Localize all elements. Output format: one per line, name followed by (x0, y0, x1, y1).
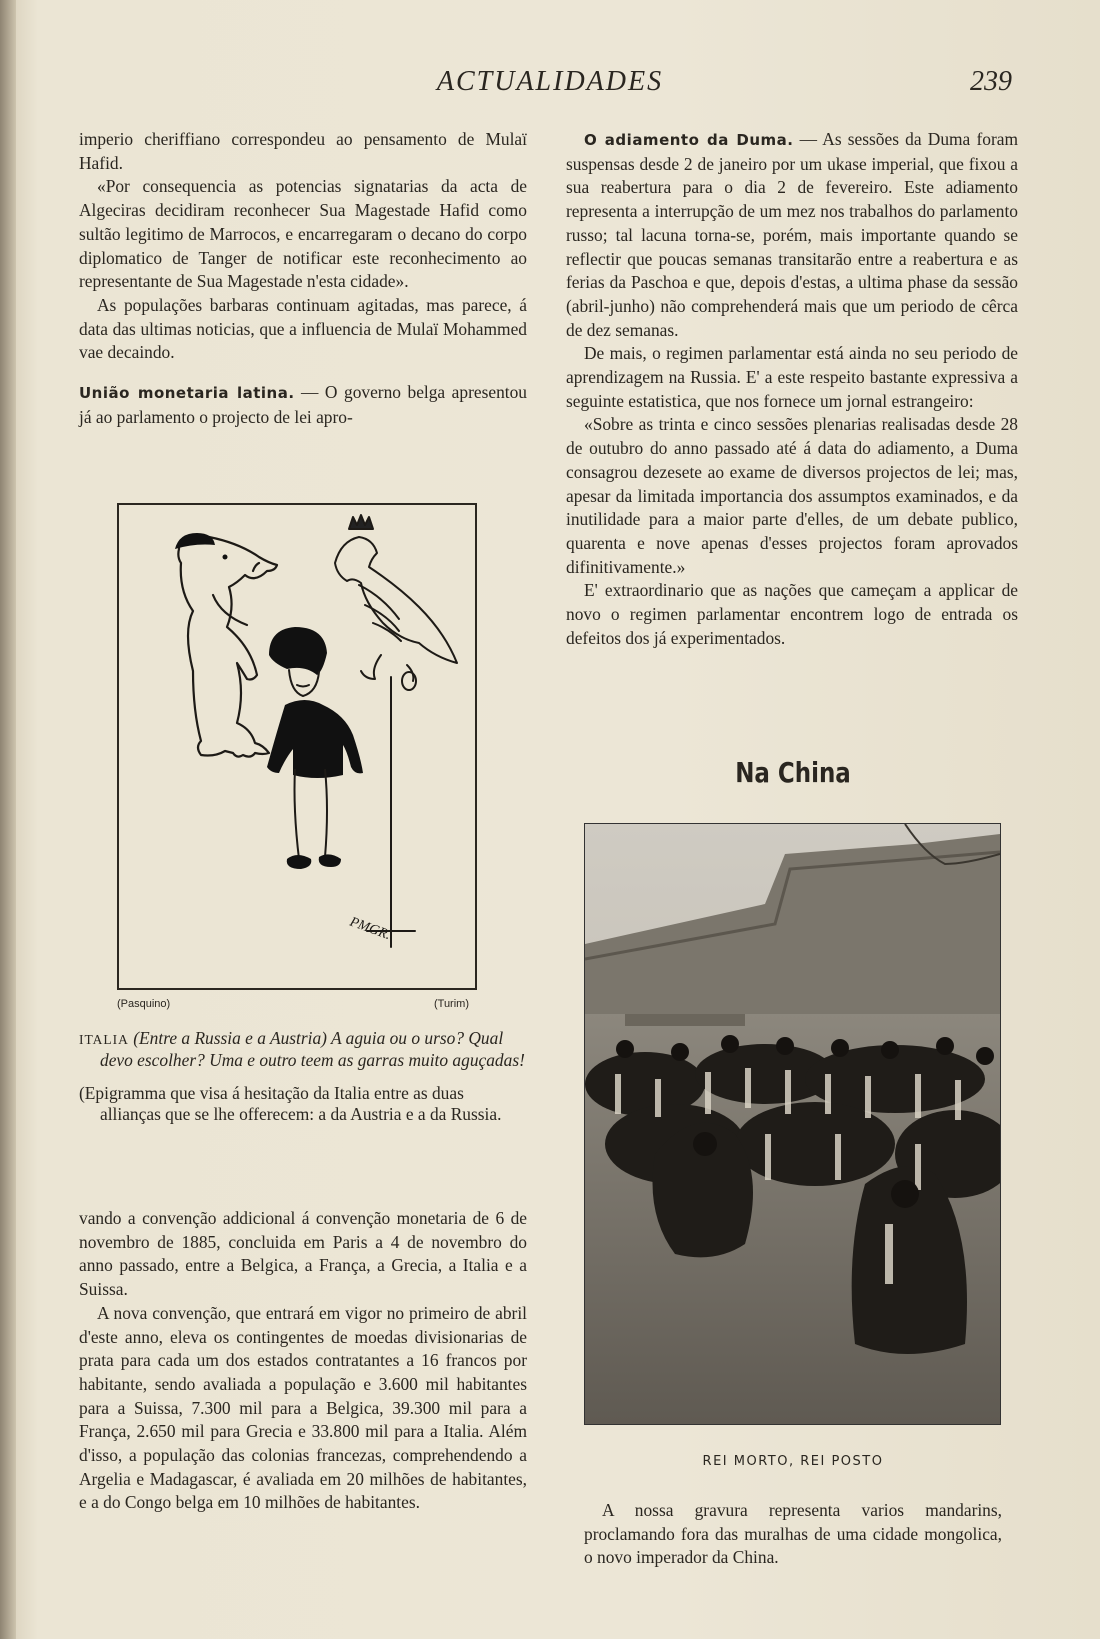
engraving-mandarins-image (585, 824, 1000, 1424)
section-text: — As sessões da Duma foram suspensas desde 2 de janeiro por um ukase imperial, que fixou a sua reabertura para o dia 2 de fevereiro. Este adiamento representa a interrupção de um mez nos trabalhos do parlamento russo; tal lacuna torna-se, porém, mais importante quando se reflectir que poucas semanas transitarão entre a reabertura e as ferias da Paschoa e que, depois d'estas, a ultima phase da sessão (abril-junho) não comprehenderá mais que um periodo de cêrca de dez semanas. (566, 129, 1018, 340)
cartoon-quote-line (79, 1028, 527, 1071)
paragraph: «Por consequencia as potencias signatarias da acta de Algeciras decidiram reconhecer Sua Magestade Hafid como sultão legitimo de Marrocos, e encarregaram o decano do corpo diplomatico de Tanger de notificar este reconhecimento ao representante de Sua Magestade n'esta cidade». (79, 176, 527, 292)
cartoon-signature: PMGR. (347, 914, 393, 944)
cartoon-caption (79, 1028, 527, 1125)
paragraph: A nova convenção, que entrará em vigor no primeiro de abril d'este anno, eleva os contingentes de moedas divisionarias de prata para cada um dos estados contratantes a 16 francos por habitante, sendo avaliada a população e 3.600 mil habitantes para a Suissa, 7.300 mil para a Belgica, 39.300 mil para a França, 2.650 mil para Grecia e 33.800 mil para a Italia. Além d'isso, a população das colonias francezas, comprehendendo a Argelia e Madagascar, é avaliada em 20 milhões de habitantes, e a do Congo belga em 10 milhões de habitantes. (79, 1302, 527, 1513)
paragraph: imperio cheriffiano correspondeu ao pensamento de Mulaï Hafid. (79, 129, 527, 173)
cartoon-quote: (Entre a Russia e a Austria) A aguia ou o urso? Qual devo escolher? Uma e outro teem as garras muito aguçadas! (100, 1028, 525, 1070)
cartoon-speaker: ITALIA (79, 1032, 129, 1047)
paragraph: As populações barbaras continuam agitadas, mas parece, á data das ultimas noticias, que a influencia de Mulaï Mohammed vae decaindo. (79, 294, 527, 363)
china-text-block (584, 1499, 1002, 1570)
cartoon-explanation: (Epigramma que visa á hesitação da Italia entre as duas allianças que se lhe offerecem: a da Austria e a da Russia. (79, 1083, 502, 1124)
paragraph: E' extraordinario que as nações que cameçam a applicar de novo o regimen parlamentar encontrem logo de entrada os defeitos dos já experimentados. (566, 580, 1018, 648)
paragraph: vando a convenção addicional á convenção monetaria de 6 de novembro de 1885, concluida em Paris a 4 de novembro do anno passado, entre a Belgica, a França, a Grecia, a Italia e a Suissa. (79, 1208, 527, 1300)
cartoon-drawing (119, 505, 475, 988)
section-paragraph (79, 381, 527, 429)
left-column-bottom (79, 1207, 527, 1515)
paragraph: De mais, o regimen parlamentar está ainda no seu periodo de aprendizagem na Russia. E' a este respeito bastante expressiva a seguinte estatistica, que nos fornece um jornal estrangeiro: (566, 343, 1018, 411)
page-number: 239 (970, 66, 1012, 97)
section-text: — O governo belga apresentou já ao parlamento o projecto de lei apro- (79, 382, 527, 427)
paragraph: «Sobre as trinta e cinco sessões plenarias realisadas desde 28 de outubro do anno passado até á data do adiamento, a Duma consagrou dezesete ao exame de diversos projectos de lei; mas, apesar da limitada importancia dos assumptos examinados, e da inutilidade para a maior parte d'elles, de um debate publico, quarenta e nove apenas d'esses projectos foram aprovados difinitivamente.» (566, 414, 1018, 577)
photo-caption: REI MORTO, REI POSTO (702, 1454, 884, 1469)
engraving-photo (584, 823, 1001, 1425)
credit-right: (Turim) (433, 998, 469, 1010)
section-title-china: Na China (735, 756, 851, 789)
paragraph: A nossa gravura representa varios mandarins, proclamando fora das muralhas de uma cidade mongolica, o novo imperador da China. (584, 1500, 1002, 1568)
section-heading: União monetaria latina. (79, 384, 295, 403)
cartoon-illustration (117, 503, 477, 990)
running-header: ACTUALIDADES (436, 66, 664, 97)
credit-left: (Pasquino) (117, 998, 171, 1010)
page-binding-shadow (0, 0, 16, 1639)
left-column-top (79, 128, 527, 429)
section-heading: O adiamento da Duma. (584, 131, 794, 149)
section-paragraph (566, 128, 1018, 342)
right-column (566, 128, 1018, 650)
